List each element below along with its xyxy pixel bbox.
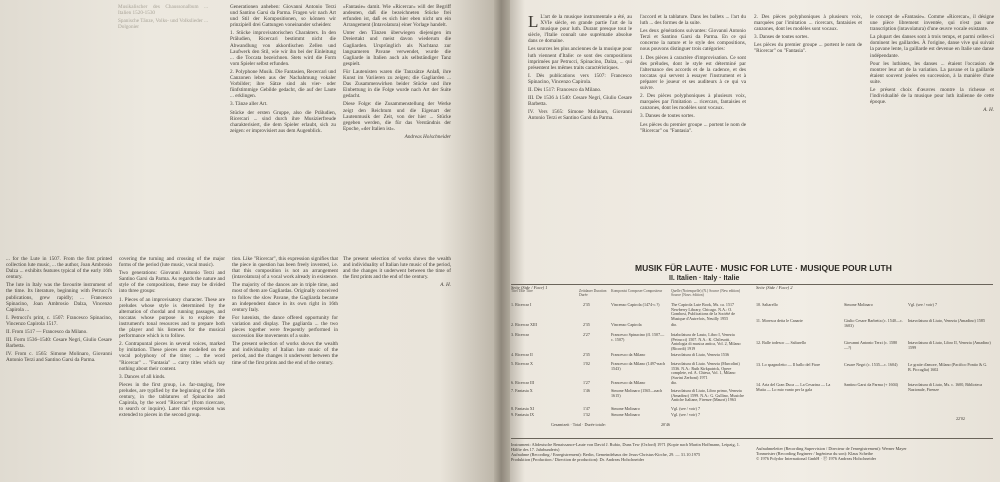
credit-line: Tonmeister (Recording Engineer / Ingénieur du son): Klaus Scheibe [756,451,873,456]
total-row [756,417,992,437]
track-title: 9. Fantasia IX [511,413,535,417]
drop-cap: L [528,14,539,31]
paragraph: 1. Pieces of an improvisatory character. These are preludes whose style is determined by the alternation of chordal and running passages, and toccatas whose purpose is to explore the instrument's tonal resources and to prepare both the player and his listeners for the musical performance which is to follow. [119,296,225,340]
french-column-2 [640,14,746,249]
paragraph: I. Petrucci's print, c. 1507: Francesco Spinacino, Vincenzo Capirola 1517. [6,314,112,327]
book-binding-shadow [494,0,510,482]
paragraph: Pour les luthistes, les danses ... étaient l'occasion de montrer leur art de la variation. La pavane et la gaillarde étaient souvent jouées en succession, à la manière d'une suite. [870,60,994,85]
track-composer: Francesco da Milano [611,353,646,357]
author-initials: A. H. [440,282,451,289]
french-column-4 [870,14,994,249]
side-label: Seite (Side / Face) 2 [756,285,793,290]
paragraph: Le présent choix d'œuvres montre la richesse et l'individualité de la musique pour luth italienne de cette époque. [870,87,994,106]
track-composer: Francesco da Milano (1497-nach 1543) [611,362,665,371]
paragraph: For lutenists, the dance offered opportunity for variation and display. The gagliarda ... the two pieces together were frequently performed in succession like movements of a suite. [232,314,338,340]
track-duration: 1'02 [583,362,590,366]
track-duration: 1'27 [583,381,590,385]
paragraph: l'accord et la tablature. Dans les ballets ... l'art du luth ... des formes de la suite. [640,14,746,27]
track-source: The Capirola Lute Book, Ms. ca. 1517 Newberry Library, Chicago. N.A.: O. Gombosi, Publications de la Société de Musique d'Autrefois, Neuilly 1955 [671,303,736,321]
credit-line: Instrument: Altdeutsche Renaissance-Laute von David J. Rubio, Duns Tew (Oxford) 1971 (Kopie nach Martin Hoffmann, Leipzig, 1. Hälfte des 17. Jahrhunderts) [511,442,741,452]
track-source: Intabolatura de Lauto, Libro I, Venezia (Petrucci) 1507. N.A.: K. Chilesotti, Antologia di musica antica, Vol. 2, Milano (Ricordi) 1919 [671,333,741,351]
paragraph: 1. Stücke improvisatorischen Charakters. In den Präludien, Ricercari bestimmt nicht die Abwandlung von akkordischen Zellen und Laufwerk den Stil, wie wir ihn bei der Einleitung ... die Toccata bezeichnen. Stets wird die Form vom Spieler selbst erfunden. [230,30,336,67]
author-signature: Andreas Holschneider [404,133,451,140]
table-rule-bottom [511,438,993,439]
english-column-3 [232,256,338,478]
track-composer: Simone Molinaro [611,413,640,417]
paragraph: 1. Des pièces à caractère d'improvisation. Ce sont des préludes, dont le style est déterminé par l'alternance des accords et de la cadence, et des toccatas qui servent à essayer l'instrument et à préparer le joueur et ses auditeurs à ce qui va suivre. [640,54,746,92]
track-title: 11. Moresca detta le Canarie [756,319,803,323]
track-source: dto. [671,323,678,327]
credit-line: © 1976 Polydor International GmbH · Ⓟ 1976 Andreas Holschneider [756,456,877,461]
paragraph: 2. Des pièces polyphoniques à plusieurs voix, marquées par l'imitation ... ricercars, fantaisies et canzones, dont les modèles sont vocaux. [640,93,746,112]
credit-line: Produktion (Production / Direction de production): Dr. Andreas Holschneider [511,457,645,462]
track-source: Vgl. (see / voir) 7 [671,407,700,411]
paragraph: 3. Dances of all kinds. [119,373,166,380]
paragraph: Les pièces du premier groupe ... portent le nom de "Ricercar" ou "Fantasia". [754,42,862,55]
credits-left [511,442,747,462]
track-title: 6. Ricercar III [511,381,535,385]
track-source: dto. [671,381,678,385]
track-composer: Simone Molinaro [844,303,873,307]
paragraph-text: L'art de la musique instrumentale a été, au XVIe siècle, en grande partie l'art de la musique pour luth. Durant presque tout le siècle, l'Italie connaît une suprématie absolue dans ce domaine. [528,14,632,45]
english-column-4 [343,256,451,478]
column-header-source: Quelle (Notenquelle) (N.) Source (New edition) Source (Nouv. édition) [671,289,741,297]
paragraph: Für Lautenisten waren die Tanzsätze Anlaß, ihre Kunst im Variieren zu zeigen; die Gagliarden ... Das Zusammenwirken beider Stücke und ihre Einbettung in die Folge wurde nach Art der Suite gedacht. [343,68,451,100]
paragraph: covering the turning and crossing of the major forms of the period (lute music, vocal music). [119,256,225,269]
paragraph: 3. Danses de toutes sortes. [640,113,695,120]
track-source: Intavolatura di Liuto, Ms. c. 1600, Biblioteca Nazionale, Firenze [908,383,983,392]
track-row [756,341,992,361]
track-title: 7. Fantasia X [511,389,533,393]
side-2-tracklist [756,283,992,431]
faded-line: Spanische Tänze, Volks- und Volkslieder ... Dolgonier [118,18,208,31]
track-composer: Simone Molinaro (1565—nach 1615) [611,389,663,398]
track-duration: 2'35 [583,353,590,357]
track-title: 13. Lo spagnoletto — Il ballo del Fiore [756,363,821,367]
german-column-2 [343,4,451,249]
paragraph: IV. From c. 1565: Simone Molinaro, Giovanni Antonio Terzi and Santino Garsi da Parma. [6,351,112,364]
track-row [756,319,992,339]
paragraph: 2. Des pièces polyphoniques à plusieurs voix, marquées par l'imitation ... ricercars, fantaisies et canzones, dont les modèles sont vocaux. [754,14,862,33]
track-row [756,363,992,383]
track-title: 12. Balle todesco — Saltarello [756,341,807,345]
track-title: 8. Fantasia XI [511,407,535,411]
french-column-1 [528,14,632,249]
track-composer: Vincenzo Capirola (1474-c.?) [611,303,660,307]
paragraph: Pieces in the first group, i.e. far-ranging, free preludes, are typified by the beginning of the 16th century, in the tablatures of Spinacino and Capirola, by the word "Ricercar" (from ricercare, to search or inquire). Later this expression was extended to pieces in the second group. [119,381,225,419]
track-duration: 2'27 [583,333,590,337]
track-duration: 1'32 [583,413,590,417]
paragraph [528,14,632,44]
paragraph: The present selection of works shows the wealth and individuality of Italian lute music of the period, and the changes it underwent between the time of the first prints and the end of the century. [232,341,338,366]
track-composer: Simone Molinaro [611,407,640,411]
track-composer: Francesco Spinacino (fl. 1507—c. 1507) [611,333,665,342]
paragraph: »Fantasie« damit. Wie »Ricercar« will der Begriff andeuten, daß die bezeichneten Stücke frei erfunden ist, daß es sich hier eben nicht um ein Arrangement (Intavolatura) einer Vorlage handelt. [343,4,451,29]
track-row [511,389,747,409]
track-title: 1. Ricercar I [511,303,532,307]
side-label: Seite (Side / Face) 1 [511,285,548,290]
track-source: Intavolatura di Liuto. Venezia (Marcolini) 1536. N.A.: Ruth Kirkpatrick, Opere complete, ed. A. Chiesa, Vol. 1, Milano (Suvini Zerboni) 1971 [671,362,740,380]
paragraph: Les deux générations suivantes: Giovanni Antonio Terzi et Santino Garsi da Parma. En ce qui concerne la nature et le style des compositions, nous pouvons distinguer trois catégories: [640,28,746,53]
paragraph: The majority of the dances are in triple time, and most of them are Gagliardas. Originally conceived to follow the slow Pavane, the Gagliarda became an independent dance in its own right in 16th century Italy. [232,282,338,313]
paragraph: I. Dès publications vers 1507: Francesco Spinacino, Vincenzo Capirola. [528,72,632,85]
track-title: 2. Ricercar XIII [511,323,538,327]
column-header-duration: Zeitdauer Duration Durée [579,289,607,297]
english-column-1 [6,256,112,478]
paragraph: Les pièces du premier groupe ... portent le nom de "Ricercar" ou "Fantasia". [640,121,746,134]
paragraph: Stücke der ersten Gruppe, also die Präludien, Ricercari ... sind durch ihre Musizierfreude charakterisiert, die dem Spieler erlaubt, sich zu zeigen: er improvisiert aus dem Augenblick. [230,109,336,134]
paragraph: Generationen anheben: Giovanni Antonio Terzi und Santino Garsi da Parma. Fragen wir nach Art und Stil der Kompositionen, so können wir prinzipiell drei Gattungen voneinander scheiden: [230,4,336,29]
track-composer: Vincenzo Capirola [611,323,642,327]
faded-line: Musikalischer des Chaussonalbum ... Italien 1520-1530 [118,4,208,17]
paragraph: Unter den Tänzen überwiegen diejenigen im Dreiertakt und meist davon wiederum die Gagliarden. Ursprünglich als Nachtanz zur langsameren Pavane verwendet, wurde die Gagliarde in Italien auch als selbständiger Tanz gespielt. [343,30,451,67]
track-composer: Cesare Negri (c. 1535—c. 1604) [844,363,898,367]
paragraph: tion. Like "Ricercar", this expression signifies that the piece in question has been freely invented, i.e. that this composition is not an arrangement (intavolatura) of a vocal work already in existence. [232,256,338,281]
track-row [511,303,747,323]
paragraph: The present selection of works shows the wealth and individuality of Italian lute music of the period, and the changes it underwent between the time of the first prints and the end of the century. [343,256,451,281]
credits-right [756,446,992,461]
faded-top-text [118,4,208,44]
paragraph: Two generations: Giovanni Antonio Terzi and Santino Garsi da Parma. As regards the nature and style of the compositions, these may be divided into three groups: [119,270,225,295]
track-source: Intavolatura di Liuto, Libro II, Venezia (Amadino) 1599 [908,341,991,350]
author-initials: A. H. [983,107,994,114]
track-composer: Santino Garsi da Parma (+ 1604) [844,383,899,387]
total-time: 20'46 [661,423,670,427]
track-row [756,383,992,403]
track-duration: 1'47 [583,407,590,411]
track-source: Intavolatura di Liuto, Venezia (Amadino) 1585 [908,319,986,323]
track-title: 4. Ricercar II [511,353,533,357]
track-source: Intavolatura di Liuto, Libro primo, Venezia (Amadino) 1599. N.A.: G. Gullino, Musiche Antiche Italiane, Firenze (Maurri) 1963 [671,389,744,403]
total-time: 22'02 [956,417,965,421]
paragraph: IV. Vers 1565: Simone Molinaro, Giovanni Antonio Terzi et Santino Garsi da Parma. [528,109,632,122]
track-row [511,333,747,353]
tracklist-heading: MUSIK FÜR LAUTE · MUSIC FOR LUTE · MUSIQUE POUR LUTH [635,263,892,273]
track-source: Vgl. (see / voir) 7 [908,303,937,307]
paragraph: 3. Tänze aller Art. [230,101,268,108]
paragraph: le concept de «Fantasie». Comme «Ricercar», il désigne une pièce librement inventée, qui n'est pas une transcription (intavolatura) d'une œuvre vocale existante. [870,14,994,33]
track-composer: Francesco da Milano [611,381,646,385]
column-header-composer: Komponist Composer Compositeur [611,289,663,293]
paragraph: The lute in Italy was the favourite instrument of the time. Its literature, beginning with Petrucci's publications, grew rapidly; ... Francesco Spinacino, Joan Ambrosio Dalza, Vincenzo Capirola ... [6,282,112,313]
track-title: 10. Saltarello [756,303,778,307]
track-title: 14. Aria del Gran Duca — La Cesarina — La Mutia — Lo mio vanto per la gala [756,383,831,392]
track-duration: 1'46 [583,389,590,393]
paragraph: ... for the Lute in 1507. From the first printed collection lute music, ... the author, Joan Ambrosio Dalza ... exhibits features typical of the early 16th century. [6,256,112,281]
track-source: Le gratie d'amore, Milano (Pacifico Pontio & G. B. Piccaglia) 1602 [908,363,988,372]
german-column-1 [230,4,336,240]
track-duration: 2'35 [583,323,590,327]
total-row [511,423,747,443]
english-column-2 [119,256,225,478]
french-column-3 [754,14,862,249]
track-source: Vgl. (see / voir) 7 [671,413,700,417]
paragraph: II. From 1517 — Francesco da Milano. [6,329,88,336]
paragraph: Diese Folge: die Zusammenstellung der Werke zeigt den Reichtum und die Eigenart der Lautenmusik der Zeit, von der hier ... Stücke gegeben werden, die für das Verständnis der Epoche, »der Italien ist«. [343,101,451,132]
paragraph: 2. Polyphone Musik. Die Fantasien, Recercari und Canzonen leben aus der Nachahmung vokaler Vorbilder; ihre Sätze sind als vier- oder fünfstimmige Gebilde gedacht, die auf der Laute ... erklingen. [230,68,336,100]
track-title: 5. Ricercar X [511,362,533,366]
credit-line: Aufnahme (Recording / Enregistrement): Berlin, Gemeindehaus der Jesus-Christus-Kirche, 29. — 31.10.1975 [511,452,701,457]
track-source: Intavolatura di Liuto, Venezia 1536 [671,353,730,357]
tracklist-subheading: II. Italien · Italy · Italie [669,275,740,282]
track-duration: 2'35 [583,303,590,307]
track-row [511,362,747,382]
track-composer: Giovanni Antonio Terzi (c. 1580—?) [844,341,898,350]
paragraph: III. Form 1536–1540: Cesare Negri, Giulio Cesare Barbetta. [6,337,112,350]
paragraph: Les sources les plus anciennes de la musique pour luth viennent d'Italie: ce sont des compositions imprimées par Petrucci, Spinacino, Dalza, ... qui présentent les mêmes traits caractéristiques. [528,46,632,71]
paragraph: II. Dès 1517: Francesco da Milano. [528,87,602,94]
paragraph: III. De 1536 à 1540: Cesare Negri, Giulio Cesare Barbetta. [528,95,632,108]
track-composer: Giulio Cesare Barbetta (c. 1540—c. 1603) [844,319,903,328]
paragraph: La plupart des danses sont à trois temps, et parmi celles-ci dominent les gaillardes. À l'origine, danse vive qui suivait la pavane lente, la gaillarde est devenue en Italie une danse indépendante. [870,34,994,59]
credit-line: Aufnahmeleiter (Recording Supervision / Directeur de l'enregistrement): Werner Mayer [756,446,907,451]
paragraph: 3. Danses de toutes sortes. [754,34,809,41]
paragraph: 2. Contrapuntal pieces in several voices, marked by imitation. These pieces are modelled on the vocal polyphony of the time; ... the word "Ricercar" ... "Fantasia" ... carry titles which say nothing about their content. [119,341,225,372]
total-label: Gesamtzeit · Total · Durée totale: [551,423,606,427]
side-1-tracklist [511,283,747,431]
column-header-title: Titel Title Titre [511,289,533,293]
track-title: 3. Ricercar [511,333,529,337]
